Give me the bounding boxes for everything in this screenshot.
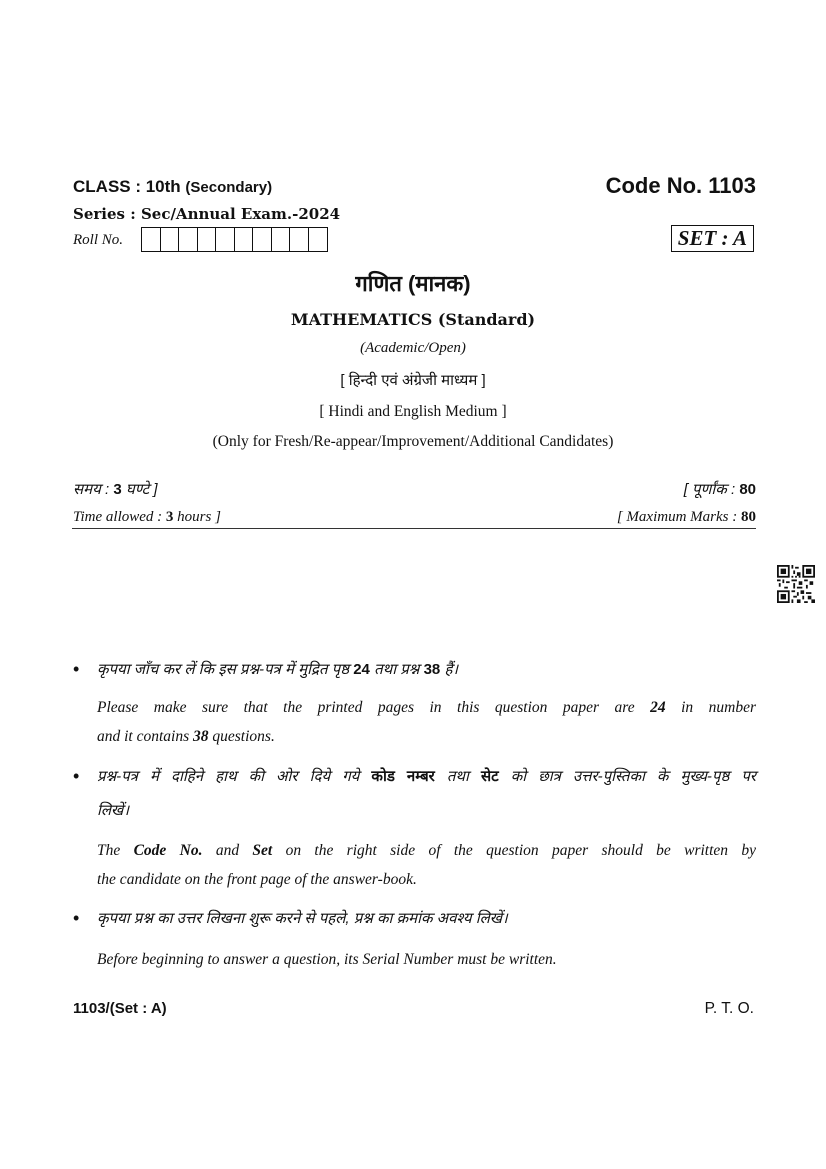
roll-digit-box — [198, 228, 217, 251]
code-number: Code No. 1103 — [605, 173, 756, 198]
candidates-note: (Only for Fresh/Re-appear/Improvement/Additional Candidates) — [212, 433, 614, 450]
i2-hi-set: सेट — [480, 768, 499, 785]
instruction-2-english-line-2: the candidate on the front page of the answer-book. — [97, 871, 417, 888]
class-suffix: (Secondary) — [185, 179, 273, 196]
i1-hi-text: तथा प्रश्न — [374, 661, 420, 678]
roll-digit-box — [253, 228, 272, 251]
series-label: Series : Sec/Annual Exam.-2024 — [73, 205, 341, 223]
i2-en-text: on the right side of the question paper should be written by — [285, 842, 757, 859]
roll-digit-box — [142, 228, 161, 251]
marks-english — [617, 509, 756, 526]
bullet-1: • — [73, 659, 80, 679]
instruction-3-hindi: कृपया प्रश्न का उत्तर लिखना शुरू करने से पहले, प्रश्न का क्रमांक अवश्य लिखें। — [97, 910, 508, 927]
instruction-1-english-line-2 — [97, 722, 756, 751]
roll-no-boxes — [141, 227, 328, 252]
title-english: MATHEMATICS (Standard) — [290, 310, 536, 329]
roll-digit-box — [235, 228, 254, 251]
time-hindi — [73, 479, 158, 499]
i1-en-questions: 38 — [193, 728, 209, 745]
academic-open-label: (Academic/Open) — [360, 340, 466, 356]
class-label — [73, 177, 272, 197]
time-hi-value: 3 — [113, 481, 122, 498]
i2-hi-text: तथा — [446, 768, 469, 785]
bullet-3: • — [73, 908, 80, 928]
roll-no-label: Roll No. — [73, 232, 124, 248]
time-en-value: 3 — [165, 509, 174, 525]
marks-hi-value: 80 — [739, 481, 756, 498]
i2-hi-text: को छात्र उत्तर-पुस्तिका के मुख्य-पृष्ठ पर — [510, 768, 756, 785]
i1-hi-text: हैं। — [444, 661, 459, 678]
time-english — [73, 509, 221, 526]
i1-en-text: Please make sure that the printed pages in this question paper are — [97, 699, 635, 716]
i2-hi-code: कोड नम्बर — [371, 768, 435, 785]
instruction-2-english-line-1 — [97, 836, 756, 865]
i2-hi-text: प्रश्न-पत्र में दाहिने हाथ की ओर दिये गये — [97, 768, 360, 785]
header-divider — [72, 528, 756, 529]
medium-english: [ Hindi and English Medium ] — [319, 403, 507, 420]
footer-code: 1103/(Set : A) — [73, 1000, 167, 1017]
medium-hindi: [ हिन्दी एवं अंग्रेजी माध्यम ] — [340, 372, 486, 389]
i1-en-text: and it contains — [97, 728, 190, 745]
instruction-2-hindi-line-1 — [97, 766, 756, 786]
title-hindi: गणित (मानक) — [355, 271, 471, 296]
roll-digit-box — [290, 228, 309, 251]
marks-hi-label: [ पूर्णांक : — [683, 481, 736, 498]
instruction-3-english: Before beginning to answer a question, its Serial Number must be written. — [97, 951, 557, 968]
i2-en-text: The — [97, 842, 121, 859]
i1-en-text: questions. — [212, 728, 275, 745]
bullet-2: • — [73, 766, 80, 786]
i1-hi-questions: 38 — [423, 661, 441, 678]
instruction-1-english-line-1 — [97, 693, 756, 722]
time-hi-label: समय : — [73, 481, 110, 498]
roll-digit-box — [161, 228, 180, 251]
i2-en-set: Set — [252, 842, 273, 859]
i2-en-code: Code No. — [133, 842, 203, 859]
marks-en-value: 80 — [741, 509, 756, 525]
footer-pto: P. T. O. — [704, 1000, 754, 1017]
i1-hi-pages: 24 — [353, 661, 370, 678]
marks-en-label: [ Maximum Marks : — [616, 509, 738, 525]
time-hi-unit: घण्टे ] — [125, 481, 158, 498]
roll-digit-box — [216, 228, 235, 251]
instruction-1-hindi — [97, 659, 756, 679]
roll-digit-box — [272, 228, 291, 251]
marks-hindi — [684, 479, 756, 499]
time-en-unit: hours ] — [177, 509, 221, 525]
i1-hi-text: कृपया जाँच कर लें कि इस प्रश्न-पत्र में मुद्रित पृष्ठ — [97, 661, 350, 678]
i1-en-pages: 24 — [650, 699, 666, 716]
roll-digit-box — [179, 228, 198, 251]
time-en-label: Time allowed : — [73, 509, 163, 525]
qr-code-icon — [777, 565, 815, 603]
instruction-2-hindi-line-2: लिखें। — [97, 802, 130, 819]
i1-en-text: in number — [681, 699, 756, 716]
class-text: CLASS : 10th — [73, 177, 181, 196]
roll-digit-box — [309, 228, 328, 251]
set-badge: SET : A — [671, 225, 754, 252]
i2-en-text: and — [215, 842, 240, 859]
